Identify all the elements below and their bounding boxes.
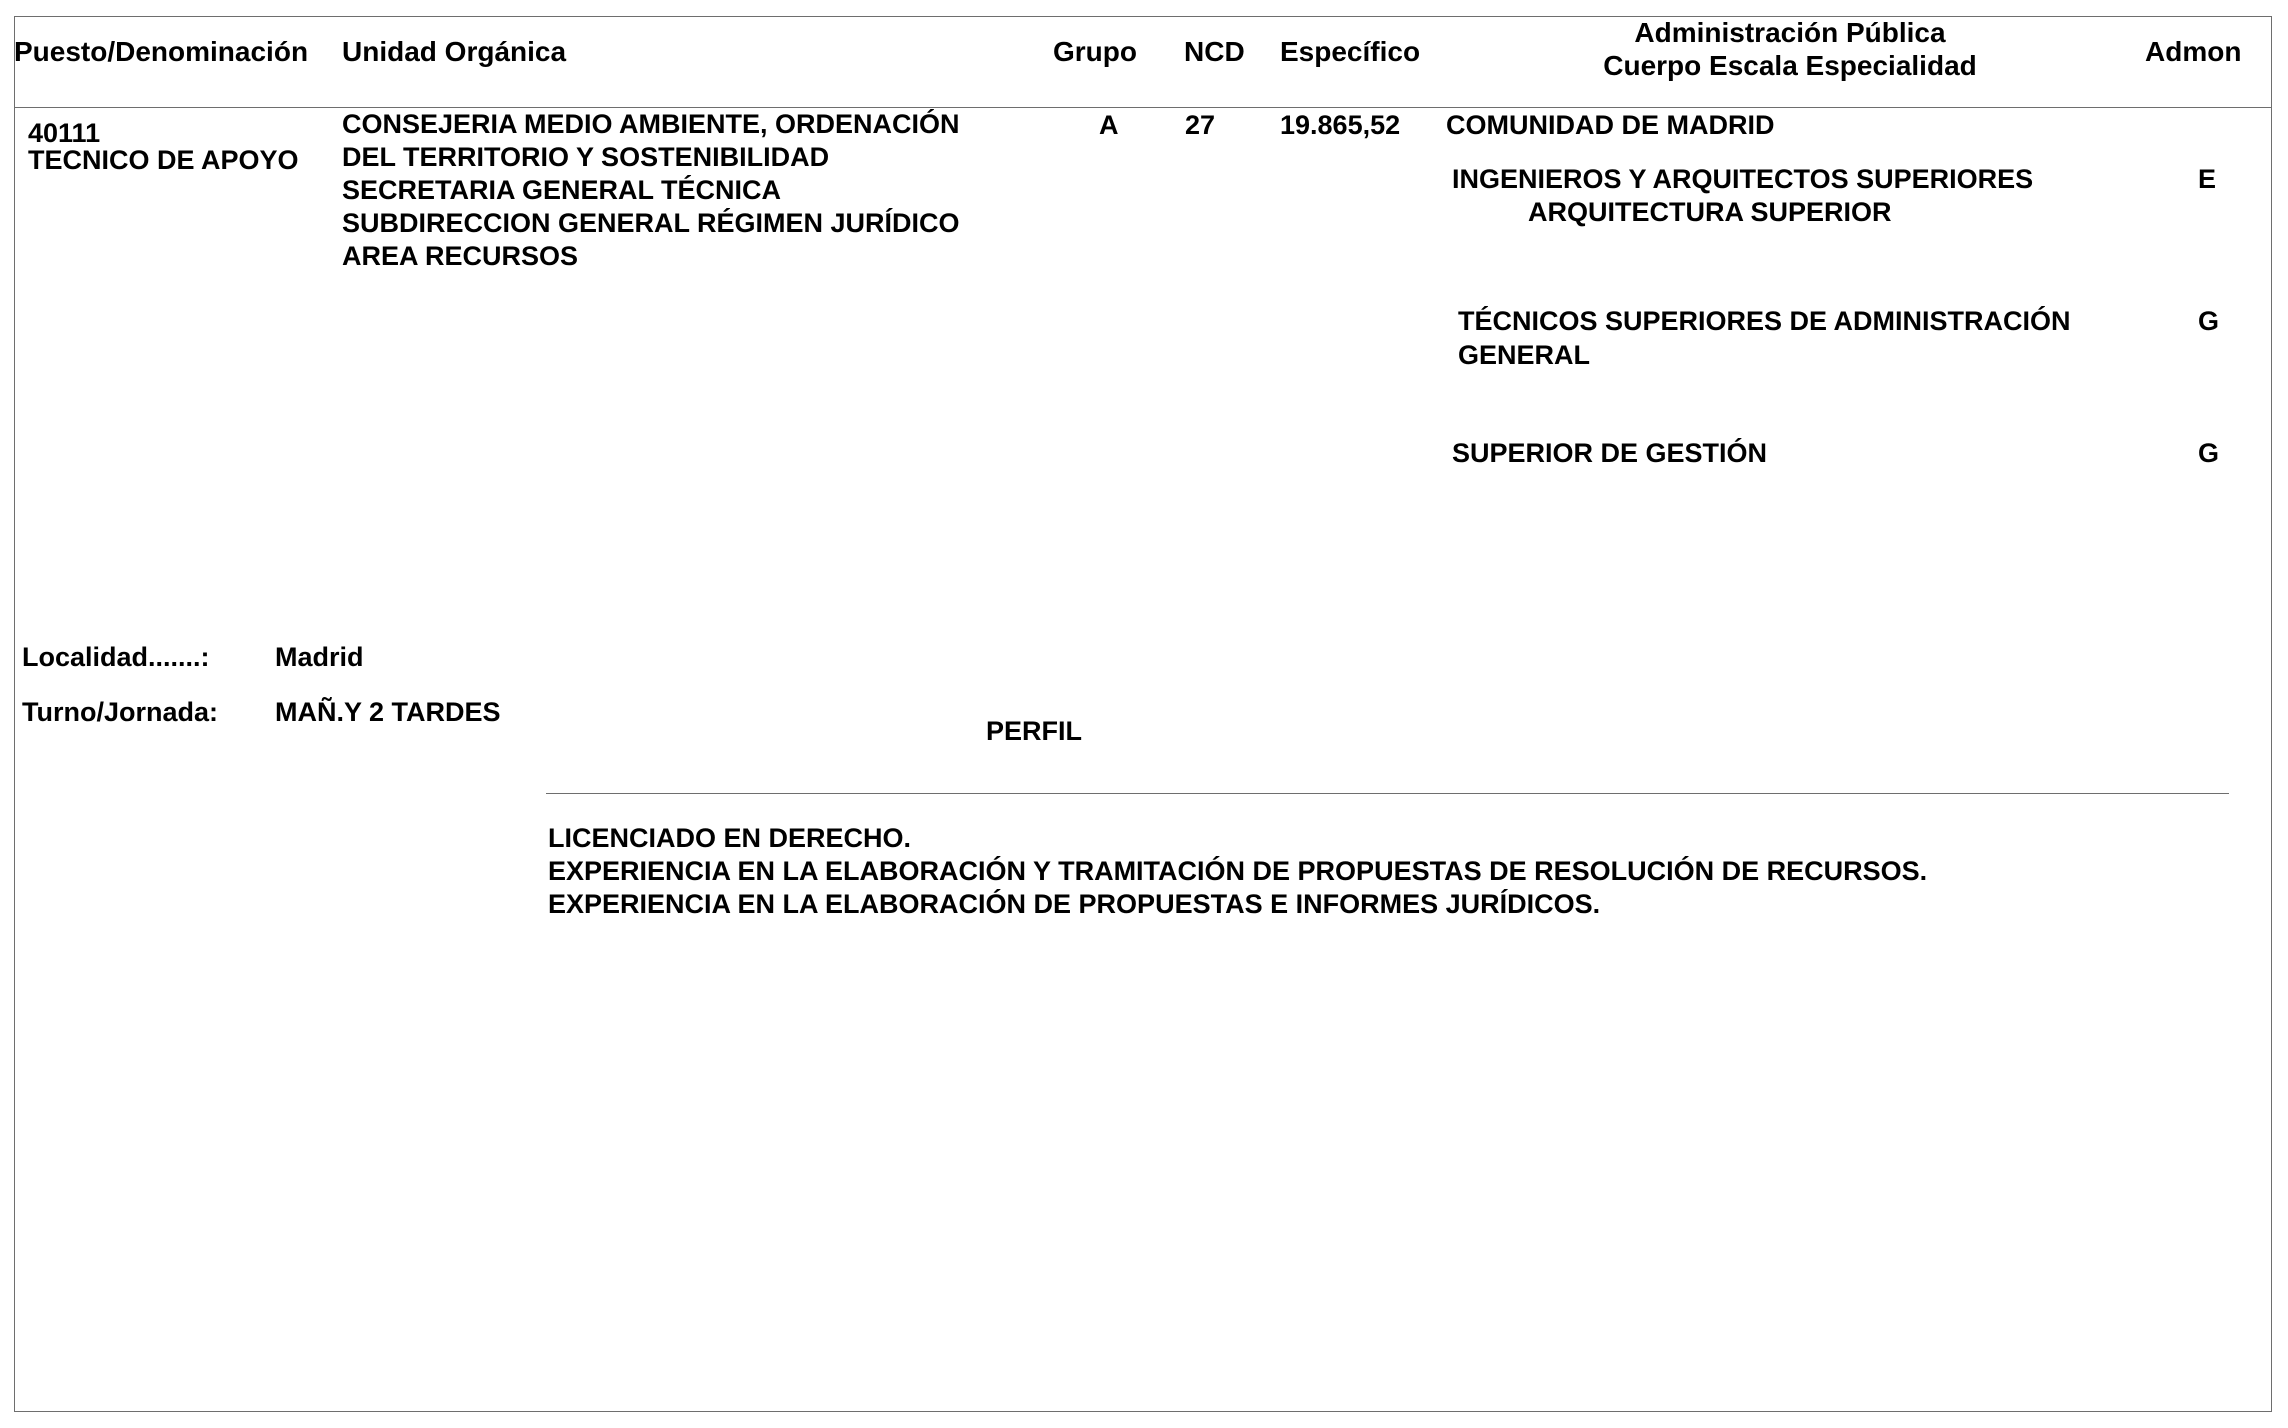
perfil-title: PERFIL [986,716,1083,746]
unidad-line: AREA RECURSOS [342,241,579,271]
header-ncd: NCD [1184,36,1245,67]
cuerpo-1-line2: ARQUITECTURA SUPERIOR [1528,197,1892,227]
unidad-line: SUBDIRECCION GENERAL RÉGIMEN JURÍDICO [342,208,960,238]
header-puesto: Puesto/Denominación [14,36,309,67]
puesto-name: TECNICO DE APOYO [28,145,299,175]
perfil-line: EXPERIENCIA EN LA ELABORACIÓN Y TRAMITACIÓN DE PROPUESTAS DE RESOLUCIÓN DE RECURSOS. [548,856,1928,886]
cuerpo-2-line2: GENERAL [1458,340,1591,370]
cuerpo-1-line1: INGENIEROS Y ARQUITECTOS SUPERIORES [1452,164,2034,194]
cuerpo-2-admon: G [2198,306,2220,336]
turno-label: Turno/Jornada: [22,697,219,727]
perfil-line: EXPERIENCIA EN LA ELABORACIÓN DE PROPUESTAS E INFORMES JURÍDICOS. [548,889,1601,919]
unidad-line: SECRETARIA GENERAL TÉCNICA [342,175,782,205]
localidad-label: Localidad.......: [22,642,210,672]
perfil-lines [548,822,1927,921]
header-especifico: Específico [1280,36,1421,67]
turno-value: MAÑ.Y 2 TARDES [275,697,501,727]
unidad-line: DEL TERRITORIO Y SOSTENIBILIDAD [342,142,830,172]
cuerpo-2-line1: TÉCNICOS SUPERIORES DE ADMINISTRACIÓN [1458,306,2071,336]
header-admin-line2: Cuerpo Escala Especialidad [1603,50,1977,81]
header-administracion [1530,16,2050,82]
puesto-code: 40111 [28,118,101,148]
cuerpo-3-line1: SUPERIOR DE GESTIÓN [1452,438,1768,468]
localidad-value: Madrid [275,642,364,672]
administracion-value: COMUNIDAD DE MADRID [1446,110,1775,140]
header-admin-line1: Administración Pública [1634,17,1946,48]
ncd-value: 27 [1185,110,1216,140]
cuerpo-1-admon: E [2198,164,2217,194]
especifico-value: 19.865,52 [1280,110,1401,140]
header-unidad: Unidad Orgánica [342,36,567,67]
grupo-value: A [1099,110,1119,140]
cuerpo-3-admon: G [2198,438,2220,468]
perfil-divider [546,793,2229,794]
header-admon: Admon [2145,36,2242,67]
perfil-line: LICENCIADO EN DERECHO. [548,823,912,853]
unidad-organica [342,108,960,273]
header-grupo: Grupo [1053,36,1137,67]
unidad-line: CONSEJERIA MEDIO AMBIENTE, ORDENACIÓN [342,109,960,139]
